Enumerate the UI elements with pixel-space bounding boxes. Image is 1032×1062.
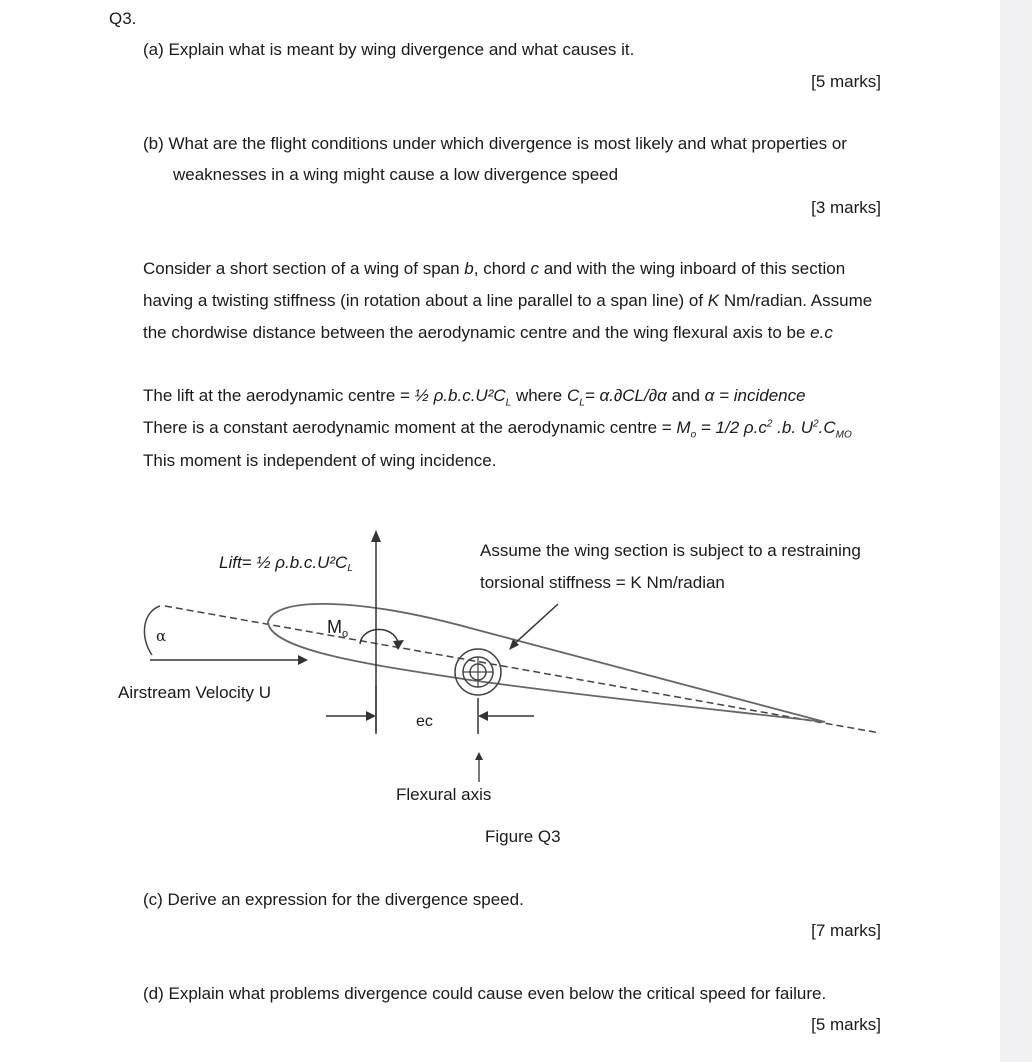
part-b-marks: [3 marks]: [811, 198, 881, 217]
assume-line2: torsional stiffness = K Nm/radian: [480, 573, 725, 592]
part-d-marks: [5 marks]: [811, 1015, 881, 1034]
figure-caption: Figure Q3: [485, 827, 561, 846]
moment-independence-note: This moment is independent of wing incidence.: [143, 451, 497, 470]
stiffness-pointer-line: [512, 604, 558, 646]
figure-q3-diagram: [0, 500, 1000, 860]
mo-label: $M_o$: [327, 617, 349, 640]
airstream-label: Airstream Velocity U: [118, 683, 272, 702]
part-b-line1: (b) What are the flight conditions under which divergence is most likely and what properties or: [143, 134, 847, 153]
ec-left-arrowhead: [366, 711, 376, 721]
part-c-marks: [7 marks]: [811, 921, 881, 940]
airstream-arrowhead: [298, 655, 308, 665]
moment-definition: There is a constant aerodynamic moment at the aerodynamic centre = $M_o = 1/2$ $\rho.c^2$ .b. $U^2.C_{MO}$: [143, 418, 852, 441]
assume-line1: Assume the wing section is subject to a restraining: [480, 541, 861, 560]
moment-arrowhead: [393, 640, 404, 650]
lift-label: Lift= ½ ρ.b.c.U²CL: [219, 553, 353, 574]
lift-arrowhead: [371, 530, 381, 542]
lift-definition: The lift at the aerodynamic centre = ½ $\rho.b.c.U^2C_L$ where $C_L= \alpha.\partial CL/\partial\alpha$ and α = incidence: [143, 386, 806, 409]
part-a-marks: [5 marks]: [811, 72, 881, 91]
part-a-text: (a) Explain what is meant by wing divergence and what causes it.: [143, 40, 635, 59]
part-b-line2: weaknesses in a wing might cause a low divergence speed: [173, 165, 619, 184]
ec-right-arrowhead: [478, 711, 488, 721]
part-d-text: (d) Explain what problems divergence could cause even below the critical speed for failure.: [143, 984, 827, 1003]
ec-label: ec: [416, 713, 433, 730]
flexural-axis-label: Flexural axis: [396, 785, 492, 804]
flexural-pointer-arrowhead: [475, 752, 483, 760]
airfoil-outline: [268, 604, 825, 722]
part-c-text: (c) Derive an expression for the divergence speed.: [143, 890, 524, 909]
alpha-label: α: [156, 627, 167, 645]
question-label: Q3.: [109, 9, 137, 28]
consider-paragraph: Consider a short section of a wing of span b, chord c and with the wing inboard of this section having a twisting stiffness (in rotation about a line parallel to a span line) of K Nm/radian. Assume the chordwise distance between the aerodynamic centre and the wing flexural axis to be e.c: [143, 259, 873, 342]
chord-line: [165, 606, 880, 733]
